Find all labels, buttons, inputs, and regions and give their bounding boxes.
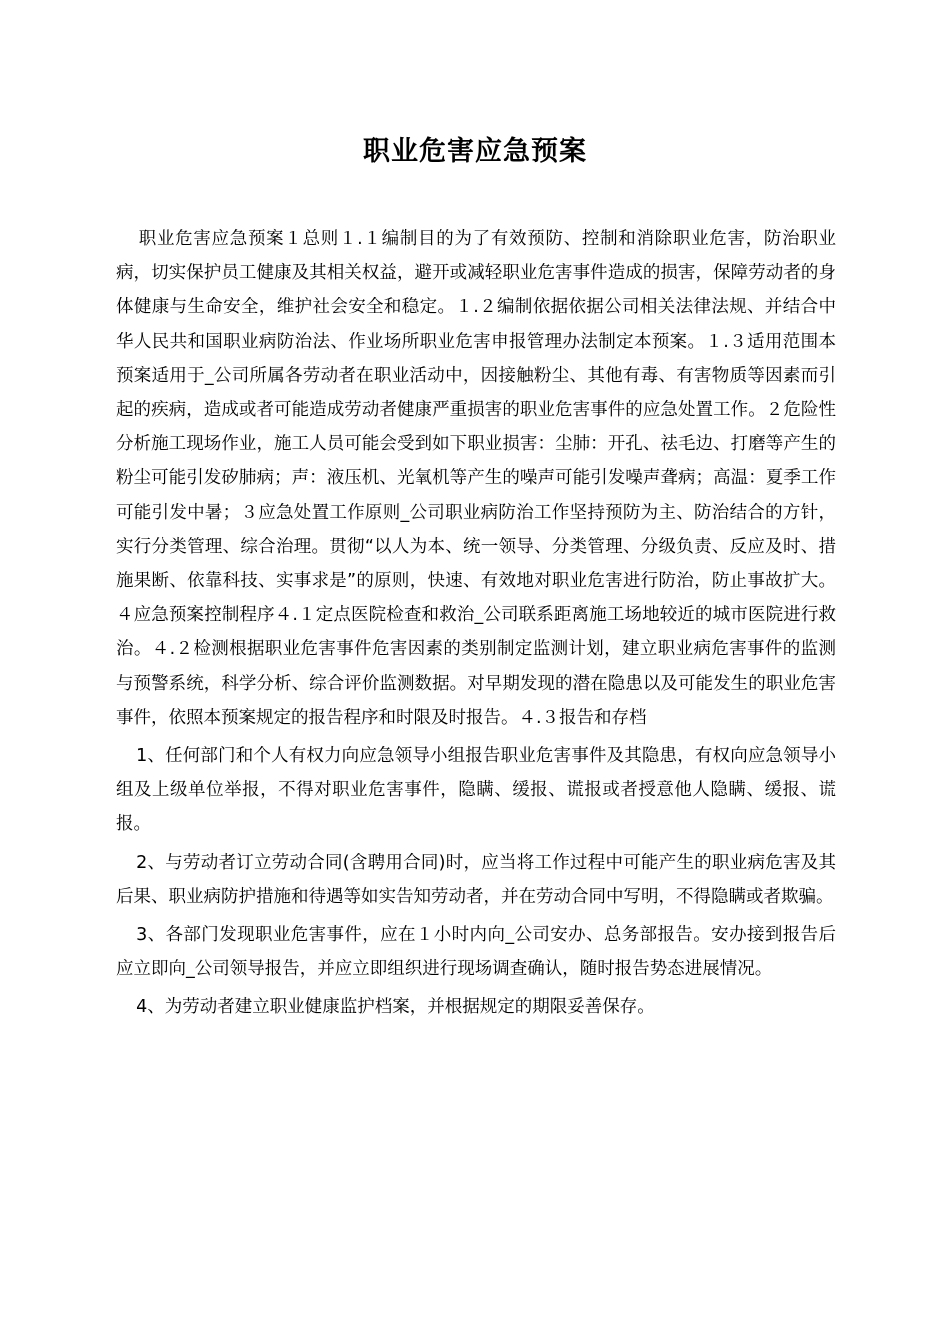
intro-paragraph: 职业危害应急预案１总则１.１编制目的为了有效预防、控制和消除职业危害，防治职业病，切实保护员工健康及其相关权益，避开或减轻职业危害事件造成的损害，保障劳动者的身体健康与生命安全，维护社会安全和稳定。１.２编制依据依据公司相关法律法规、并结合中华人民共和国职业病防治法、作业场所职业危害申报管理办法制定本预案。１.３适用范围本预案适用于_公司所属各劳动者在职业活动中，因接触粉尘、其他有毒、有害物质等因素而引起的疾病，造成或者可能造成劳动者健康严重损害的职业危害事件的应急处置工作。２危险性分析施工现场作业，施工人员可能会受到如下职业损害：尘肺：开孔、祛毛边、打磨等产生的粉尘可能引发矽肺病；声：液压机、光氧机等产生的噪声可能引发噪声聋病；高温：夏季工作可能引发中暑；３应急处置工作原则_公司职业病防治工作坚持预防为主、防治结合的方针，实行分类管理、综合治理。贯彻“以人为本、统一领导、分类管理、分级负责、反应及时、措施果断、依靠科技、实事求是”的原则，快速、有效地对职业危害进行防治，防止事故扩大。４应急预案控制程序４.１定点医院检查和救治_公司联系距离施工场地较近的城市医院进行救治。４.２检测根据职业危害事件危害因素的类别制定监测计划，建立职业病危害事件的监测与预警系统，科学分析、综合评价监测数据。对早期发现的潜在隐患以及可能发生的职业危害事件，依照本预案规定的报告程序和时限及时报告。４.３报告和存档 <box>116 229 836 728</box>
document-title: 职业危害应急预案 <box>363 136 587 167</box>
document-body <box>116 222 836 1025</box>
list-item-2: 2、与劳动者订立劳动合同(含聘用合同)时，应当将工作过程中可能产生的职业病危害及其后果、职业病防护措施和待遇等如实告知劳动者，并在劳动合同中写明，不得隐瞒或者欺骗。 <box>116 852 836 907</box>
list-item-3: 3、各部门发现职业危害事件，应在１小时内向_公司安办、总务部报告。安办接到报告后应立即向_公司领导报告，并应立即组织进行现场调查确认，随时报告势态进展情况。 <box>116 925 836 980</box>
list-item-4: 4、为劳动者建立职业健康监护档案，并根据规定的期限妥善保存。 <box>136 997 655 1018</box>
list-item-1: 1、任何部门和个人有权力向应急领导小组报告职业危害事件及其隐患，有权向应急领导小组及上级单位举报，不得对职业危害事件，隐瞒、缓报、谎报或者授意他人隐瞒、缓报、谎报。 <box>116 746 836 835</box>
